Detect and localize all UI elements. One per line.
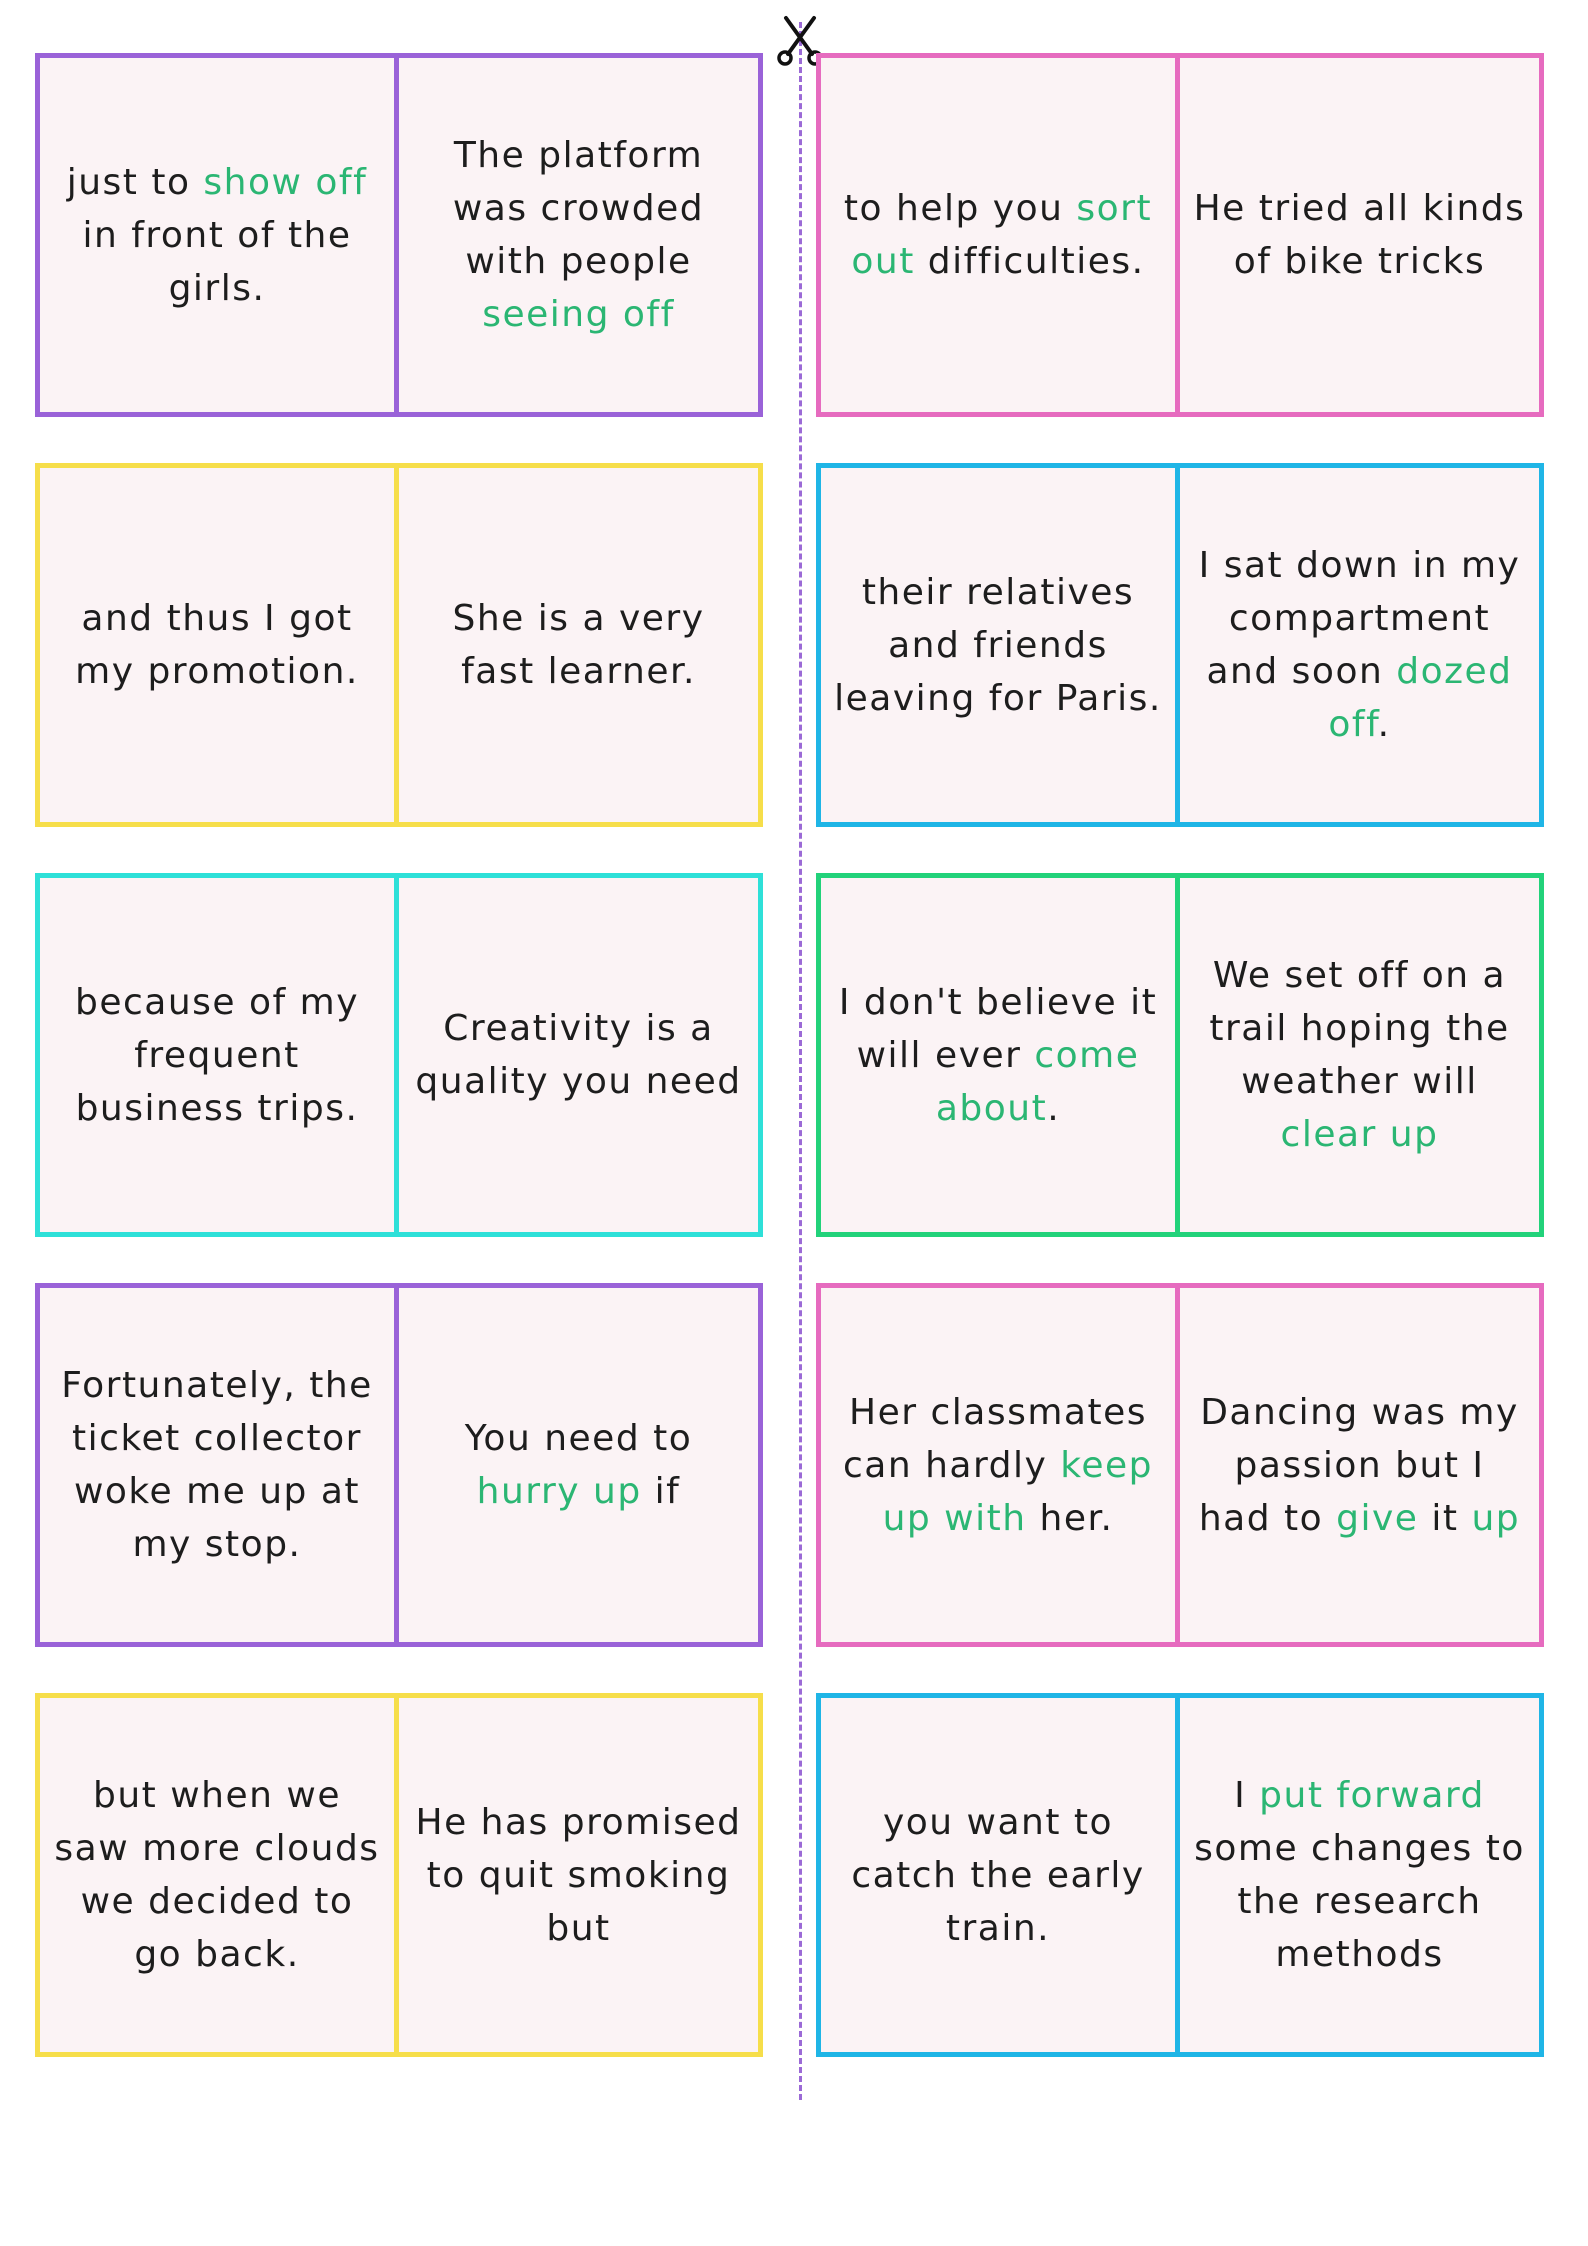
sentence-fragment	[411, 129, 746, 341]
sentence-fragment	[411, 1002, 746, 1108]
sentence-text: just to	[66, 161, 204, 203]
domino-half-right	[394, 463, 763, 827]
domino-card	[35, 873, 763, 1237]
sentence-fragment	[411, 1412, 746, 1518]
sentence-text: their relatives and friends leaving for Paris.	[834, 571, 1162, 719]
domino-half-right	[1175, 463, 1544, 827]
sentence-fragment	[1192, 1769, 1527, 1981]
domino-half-right	[1175, 873, 1544, 1237]
domino-half-left	[816, 1693, 1180, 2057]
phrasal-verb-highlight: sort out	[851, 188, 1153, 282]
sentence-fragment	[833, 1796, 1163, 1955]
sentence-text: difficulties.	[914, 241, 1145, 282]
domino-half-right	[394, 53, 763, 417]
domino-card	[816, 1693, 1544, 2057]
domino-half-right	[1175, 1283, 1544, 1647]
domino-half-right	[1175, 53, 1544, 417]
sentence-text: in front of the girls.	[82, 214, 352, 309]
domino-card	[35, 1693, 763, 2057]
domino-half-right	[394, 1693, 763, 2057]
domino-half-left	[35, 53, 399, 417]
sentence-text: Her classmates can hardly	[843, 1391, 1147, 1486]
cut-line	[799, 22, 802, 2100]
sentence-text: Dancing was my passion but I had to	[1198, 1391, 1519, 1539]
phrasal-verb-highlight: come about	[935, 1034, 1140, 1129]
sentence-text: Fortunately, the ticket collector woke me up at my stop.	[61, 1365, 373, 1565]
domino-half-left	[35, 873, 399, 1237]
domino-card	[816, 873, 1544, 1237]
domino-card	[35, 53, 763, 417]
phrasal-verb-highlight: give	[1336, 1497, 1419, 1539]
sentence-fragment	[1192, 182, 1527, 288]
sentence-fragment	[833, 182, 1163, 288]
sentence-fragment	[52, 1359, 382, 1571]
phrasal-verb-highlight: put forward	[1259, 1775, 1485, 1816]
phrasal-verb-highlight: keep up with	[882, 1444, 1153, 1539]
sentence-fragment	[52, 156, 382, 315]
sentence-text: We set off on a trail hoping the weather will	[1209, 955, 1510, 1102]
domino-half-left	[816, 463, 1180, 827]
sentence-text: if	[641, 1471, 681, 1512]
domino-half-right	[1175, 1693, 1544, 2057]
sentence-text: and thus I got my promotion.	[75, 598, 359, 692]
phrasal-verb-highlight: clear up	[1280, 1114, 1439, 1155]
sentence-text: He has promised to quit smoking but	[415, 1801, 742, 1949]
domino-card	[816, 463, 1544, 827]
sentence-text: it	[1418, 1497, 1472, 1539]
domino-half-left	[816, 1283, 1180, 1647]
sentence-text: He tried all kinds of bike tricks	[1193, 188, 1526, 282]
phrasal-verb-highlight: seeing off	[482, 294, 675, 335]
sentence-fragment	[833, 566, 1163, 725]
phrasal-verb-highlight: up	[1471, 1497, 1521, 1539]
domino-half-left	[35, 463, 399, 827]
sentence-fragment	[52, 592, 382, 698]
domino-half-right	[394, 1283, 763, 1647]
domino-half-left	[35, 1693, 399, 2057]
sentence-fragment	[1192, 539, 1527, 751]
sentence-text: I	[1234, 1775, 1260, 1816]
domino-card	[35, 1283, 763, 1647]
sentence-text: to help you	[843, 188, 1077, 229]
sentence-text: .	[1377, 704, 1391, 745]
sentence-fragment	[1192, 1386, 1527, 1545]
sentence-fragment	[411, 1796, 746, 1955]
domino-card	[816, 53, 1544, 417]
sentence-text: Creativity is a quality you need	[415, 1008, 742, 1102]
sentence-text: you want to catch the early train.	[851, 1801, 1145, 1949]
domino-half-left	[816, 53, 1180, 417]
domino-card	[816, 1283, 1544, 1647]
sentence-text: You need to	[464, 1418, 693, 1459]
sentence-fragment	[1192, 949, 1527, 1161]
sentence-text: .	[1047, 1087, 1061, 1129]
sentence-text: because of my frequent business trips.	[74, 981, 360, 1129]
domino-half-left	[816, 873, 1180, 1237]
sentence-text: I sat down in my compartment and soon	[1198, 545, 1521, 692]
sentence-fragment	[411, 592, 746, 698]
sentence-fragment	[52, 976, 382, 1135]
phrasal-verb-highlight: dozed off	[1328, 651, 1513, 745]
domino-half-left	[35, 1283, 399, 1647]
sentence-fragment	[52, 1769, 382, 1981]
sentence-text: some changes to the research methods	[1194, 1828, 1525, 1975]
sentence-text: She is a very fast learner.	[452, 598, 705, 692]
domino-half-right	[394, 873, 763, 1237]
domino-card	[35, 463, 763, 827]
sentence-text: The platform was crowded with people	[452, 135, 705, 282]
sentence-fragment	[833, 1386, 1163, 1545]
sentence-text: her.	[1026, 1497, 1114, 1539]
sentence-text: I don't believe it will ever	[838, 981, 1158, 1076]
sentence-text: but when we saw more clouds we decided to go back.	[54, 1775, 380, 1975]
phrasal-verb-highlight: show off	[203, 161, 368, 203]
sentence-fragment	[833, 976, 1163, 1135]
phrasal-verb-highlight: hurry up	[476, 1471, 642, 1512]
